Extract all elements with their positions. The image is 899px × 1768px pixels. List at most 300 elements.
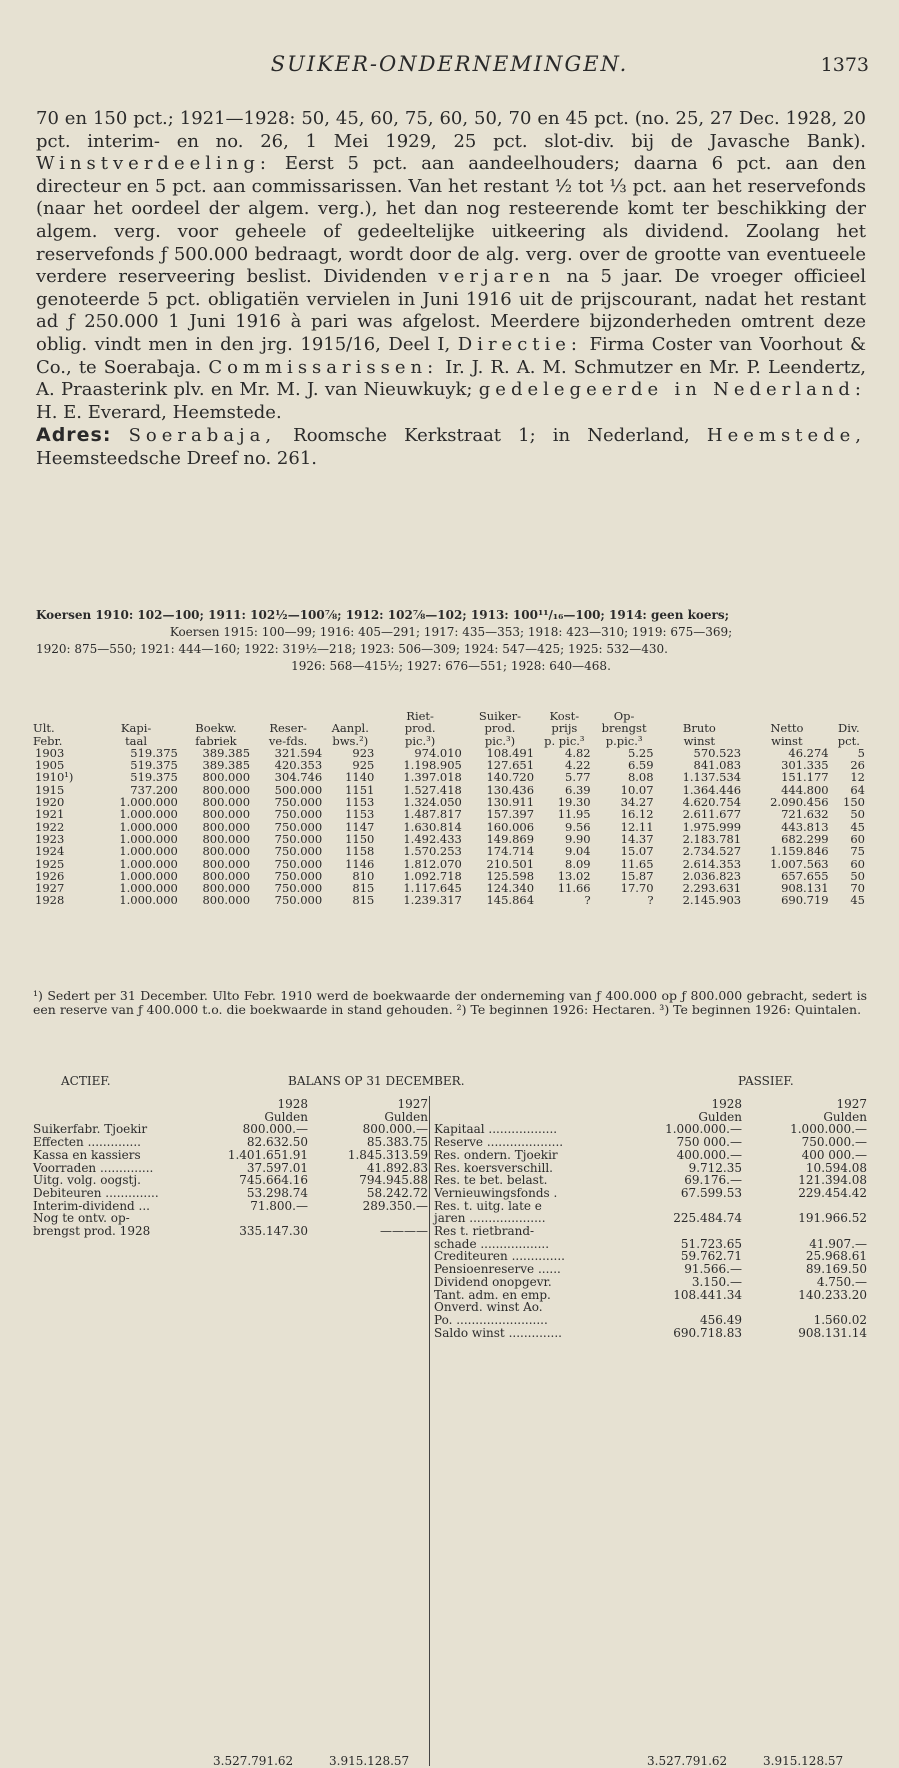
production-cell: 34.27 xyxy=(620,795,654,810)
actief-cell: 58.242.72 xyxy=(366,1185,428,1200)
actief-cell: Effecten .............. xyxy=(33,1135,141,1150)
passief-cell: 225.484.74 xyxy=(673,1211,742,1226)
production-cell: 2.183.781 xyxy=(682,831,742,846)
production-header-cell: Div. xyxy=(837,721,860,736)
passief-cell: 89.169.50 xyxy=(805,1262,867,1277)
passief-cell: Dividend onopgevr. xyxy=(434,1274,552,1289)
production-cell: 1.137.534 xyxy=(682,770,742,785)
production-cell: 750.000 xyxy=(274,856,323,871)
passief-cell: Tant. adm. en emp. xyxy=(434,1287,551,1302)
production-cell: 1910¹) xyxy=(35,770,74,785)
production-cell: 800.000 xyxy=(202,819,251,834)
production-cell: 420.353 xyxy=(274,758,323,773)
passief-cell: 67.599.53 xyxy=(680,1185,742,1200)
passief-cell xyxy=(742,1225,867,1238)
production-cell: 800.000 xyxy=(202,807,251,822)
passief-cell: 400.000.— xyxy=(676,1147,742,1162)
passief-year-1928: 1928 xyxy=(711,1097,742,1111)
production-cell: 46.274 xyxy=(788,745,829,760)
production-cell: 301.335 xyxy=(781,758,829,773)
production-cell: 908.131 xyxy=(781,881,829,896)
production-cell: 1.324.050 xyxy=(403,795,462,810)
production-cell: 9.90 xyxy=(565,831,591,846)
passief-cell: 908.131.14 xyxy=(798,1325,867,1340)
production-header-cell: bws.²) xyxy=(332,733,369,748)
passief-cell: 750.000.— xyxy=(801,1135,867,1150)
production-row xyxy=(33,894,867,906)
production-cell: 1.198.905 xyxy=(403,758,462,773)
actief-cell: 794.945.88 xyxy=(359,1173,428,1188)
production-cell: 570.523 xyxy=(693,745,742,760)
production-cell: 800.000 xyxy=(202,881,251,896)
passief-cell: 4.750.— xyxy=(816,1274,867,1289)
production-cell: 1.487.817 xyxy=(403,807,462,822)
production-cell: 1151 xyxy=(345,782,375,797)
passief-cell: Crediteuren .............. xyxy=(434,1249,565,1264)
text-gedelegeerde: H. E. Everard, Heemstede. xyxy=(36,401,282,423)
production-cell: ? xyxy=(647,893,654,908)
passief-year-1927: 1927 xyxy=(836,1097,867,1111)
passief-cell: 25.968.61 xyxy=(805,1249,867,1264)
production-cell: 923 xyxy=(352,745,375,760)
production-cell: 1.239.317 xyxy=(403,893,462,908)
production-header-cell: Bruto xyxy=(682,721,716,736)
production-cell: 1.570.253 xyxy=(403,844,462,859)
production-row xyxy=(33,808,867,820)
production-header-cell: prijs xyxy=(551,721,578,736)
production-cell: 4.22 xyxy=(565,758,591,773)
passief-row xyxy=(434,1149,867,1162)
production-cell: 160.006 xyxy=(486,819,535,834)
passief-row xyxy=(434,1276,867,1289)
production-cell: 75 xyxy=(850,844,865,859)
production-cell: 800.000 xyxy=(202,770,251,785)
koersen-line-4: 1926: 568—415½; 1927: 676—551; 1928: 640—468. xyxy=(291,659,611,673)
production-cell: 11.65 xyxy=(620,856,654,871)
production-cell: 1921 xyxy=(35,807,65,822)
production-header-cell: pic.³) xyxy=(484,733,516,748)
production-cell: 1926 xyxy=(35,868,65,883)
passief-cell: Saldo winst .............. xyxy=(434,1325,562,1340)
passief-cell: 1.000.000.— xyxy=(790,1122,867,1137)
actief-cell: 71.800.— xyxy=(250,1198,308,1213)
page-number: 1373 xyxy=(820,54,869,76)
koersen-block xyxy=(36,607,866,675)
production-header-cell: winst xyxy=(683,733,716,748)
production-cell: 210.501 xyxy=(486,856,535,871)
actief-cell: 41.892.83 xyxy=(366,1160,428,1175)
production-cell: 800.000 xyxy=(202,795,251,810)
production-cell: 15.87 xyxy=(620,868,654,883)
production-cell: 1927 xyxy=(35,881,65,896)
production-cell: 145.864 xyxy=(486,893,535,908)
label-heemstede: Heemstede, xyxy=(706,425,866,447)
running-title: SUIKER-ONDERNEMINGEN. xyxy=(270,52,629,76)
production-cell: 2.293.631 xyxy=(682,881,742,896)
production-cell: 519.375 xyxy=(130,758,178,773)
text-dividends: 70 en 150 pct.; 1921—1928: 50, 45, 60, 75, 60, 50, 70 en 45 pct. (no. 25, 27 Dec. 1928, 20 pct. interim- en no. 26, 1 Mei 1929, 25 pct. slot-div. bij de Javasche Bank). xyxy=(36,108,866,152)
production-cell: 1.630.814 xyxy=(403,819,462,834)
actief-cell: 37.597.01 xyxy=(246,1160,308,1175)
passief-cell: 10.594.08 xyxy=(805,1160,867,1175)
text-adres: Roomsche Kerkstraat 1; in Nederland, xyxy=(276,425,707,447)
balance-sheet xyxy=(33,1074,867,1768)
actief-row xyxy=(33,1136,428,1149)
production-header-cell: taal xyxy=(125,733,148,748)
actief-cell: 1.845.313.59 xyxy=(347,1147,428,1162)
production-table xyxy=(33,710,867,907)
production-cell: 1150 xyxy=(345,831,375,846)
production-cell: 750.000 xyxy=(274,819,323,834)
production-header-cell: p. pic.³ xyxy=(544,733,585,748)
actief-cell: Uitg. volg. oogstj. xyxy=(33,1173,141,1188)
passief-cell: 3.150.— xyxy=(691,1274,742,1289)
production-cell: 70 xyxy=(850,881,865,896)
production-cell: 9.04 xyxy=(565,844,591,859)
production-cell: 750.000 xyxy=(274,881,323,896)
production-cell: 130.911 xyxy=(486,795,535,810)
label-gedelegeerde: gedelegeerde in Nederland: xyxy=(478,379,866,401)
production-cell: 60 xyxy=(850,831,865,846)
page-header xyxy=(0,52,899,78)
production-cell: 690.719 xyxy=(781,893,829,908)
production-cell: 519.375 xyxy=(130,745,178,760)
passief-row xyxy=(434,1225,867,1238)
production-cell: 125.598 xyxy=(486,868,535,883)
production-cell: 174.714 xyxy=(486,844,535,859)
production-cell: 1.117.645 xyxy=(403,881,462,896)
actief-year-row xyxy=(33,1098,428,1111)
footnote-text: ¹) Sedert per 31 December. Ulto Febr. 1910 werd de boekwaarde der onderneming van ƒ 400.000 op ƒ 800.000 gebracht, sedert is een reserve van ƒ 400.000 t.o. die boekwaarde in stand gehouden. ²) Te beginnen 1926: Hectaren. ³) Te beginnen 1926: Quintalen. xyxy=(33,988,867,1017)
production-cell: 750.000 xyxy=(274,893,323,908)
koersen-line-3: 1920: 875—550; 1921: 444—160; 1922: 319½—218; 1923: 506—309; 1924: 547—425; 1925: 532—430. xyxy=(36,642,668,656)
production-cell: 2.145.903 xyxy=(682,893,742,908)
production-header-cell: Ult. xyxy=(33,721,55,736)
production-cell: 737.200 xyxy=(130,782,178,797)
production-cell: 925 xyxy=(352,758,375,773)
passief-cell: Res. koersverschill. xyxy=(434,1160,553,1175)
production-header-cell: winst xyxy=(771,733,803,748)
production-cell: 8.09 xyxy=(565,856,591,871)
production-cell: 815 xyxy=(352,881,375,896)
production-cell: 1.000.000 xyxy=(119,807,178,822)
production-header-row xyxy=(33,722,867,734)
actief-cell: 85.383.75 xyxy=(366,1135,428,1150)
actief-cell: 289.350.— xyxy=(362,1198,428,1213)
production-header-cell: p.pic.³ xyxy=(605,733,643,748)
text-adres-nederland: Heemsteedsche Dreef no. 261. xyxy=(36,447,318,469)
production-cell: 750.000 xyxy=(274,807,323,822)
passief-cell: 41.907.— xyxy=(809,1236,867,1251)
actief-cell: 800.000.— xyxy=(242,1122,308,1137)
production-cell: 5.25 xyxy=(627,745,654,760)
production-cell: 750.000 xyxy=(274,844,323,859)
production-cell: 6.39 xyxy=(565,782,591,797)
production-cell: 750.000 xyxy=(274,831,323,846)
production-cell: 14.37 xyxy=(620,831,654,846)
production-cell: 750.000 xyxy=(274,868,323,883)
production-cell: 1140 xyxy=(345,770,375,785)
production-cell: 149.869 xyxy=(486,831,535,846)
production-cell: 1.092.718 xyxy=(403,868,462,883)
production-cell: 157.397 xyxy=(486,807,535,822)
actief-cell: 745.664.16 xyxy=(239,1173,308,1188)
total-passief-1928: 3.527.791.62 xyxy=(647,1754,728,1768)
production-cell: 1.000.000 xyxy=(119,795,178,810)
koersen-line-1: Koersen 1910: 102—100; 1911: 102½—100⅞; 1912: 102⅞—102; 1913: 100¹¹/₁₆—100; 1914: geen koers; xyxy=(36,608,730,622)
production-cell: 800.000 xyxy=(202,831,251,846)
production-cell: 1.397.018 xyxy=(403,770,462,785)
passief-cell: 91.566.— xyxy=(684,1262,742,1277)
production-header-cell: Netto xyxy=(770,721,804,736)
production-cell: 500.000 xyxy=(274,782,323,797)
production-cell: 1923 xyxy=(35,831,65,846)
production-header-cell: Boekw. xyxy=(195,721,237,736)
actief-cell: Kassa en kassiers xyxy=(33,1147,141,1162)
text-directie: Firma Coster van Voorhout & Co., te Soerabaja. xyxy=(36,333,866,378)
production-header-cell: Febr. xyxy=(33,733,63,748)
passief-cell: 121.394.08 xyxy=(798,1173,867,1188)
production-cell: 1.000.000 xyxy=(119,868,178,883)
passief-cell: Vernieuwingsfonds . xyxy=(434,1185,558,1200)
total-passief-1927: 3.915.128.57 xyxy=(763,1754,844,1768)
label-verjaren: verjaren xyxy=(438,266,556,288)
passief-cell: Res. t. uitg. late e xyxy=(434,1198,542,1213)
production-cell: 304.746 xyxy=(274,770,323,785)
production-cell: 26 xyxy=(850,758,865,773)
production-header-cell: fabriek xyxy=(195,733,237,748)
production-cell: 108.491 xyxy=(486,745,535,760)
production-cell: 124.340 xyxy=(486,881,535,896)
production-cell: 974.010 xyxy=(414,745,462,760)
production-cell: 800.000 xyxy=(202,782,251,797)
passief-cell xyxy=(624,1225,742,1238)
production-cell: 389.385 xyxy=(202,758,251,773)
production-cell: 1.975.999 xyxy=(682,819,742,834)
production-cell: 15.07 xyxy=(620,844,654,859)
production-cell: 12 xyxy=(850,770,865,785)
passief-year-row xyxy=(434,1098,867,1111)
production-cell: 2.090.456 xyxy=(770,795,829,810)
passief-cell: 69.176.— xyxy=(684,1173,742,1188)
production-cell: 841.083 xyxy=(693,758,742,773)
passief-cell: Onverd. winst Ao. xyxy=(434,1300,543,1315)
production-header-row xyxy=(33,710,867,722)
production-header-cell: brengst xyxy=(601,721,647,736)
production-cell: 11.95 xyxy=(557,807,591,822)
production-cell: 682.299 xyxy=(781,831,829,846)
production-cell: 9.56 xyxy=(565,819,591,834)
actief-unit-1927: Gulden xyxy=(384,1109,428,1124)
actief-cell: 335.147.30 xyxy=(239,1224,308,1239)
text-commissarissen: Ir. J. R. A. M. Schmutzer en Mr. P. Leendertz, A. Praasterink plv. en Mr. M. J. van Nieuwkuyk; xyxy=(36,356,867,401)
production-header-cell: ve-fds. xyxy=(268,733,308,748)
label-commissarissen: Commissarissen: xyxy=(208,356,439,378)
actief-cell: brengst prod. 1928 xyxy=(33,1224,151,1239)
production-cell: 130.436 xyxy=(486,782,535,797)
production-cell: 657.655 xyxy=(781,868,829,883)
production-cell: 50 xyxy=(850,807,865,822)
production-header-cell: prod. xyxy=(404,721,436,736)
production-cell: 13.02 xyxy=(557,868,591,883)
description-paragraph xyxy=(36,108,866,424)
production-row xyxy=(33,771,867,783)
production-header-cell: Kost- xyxy=(549,709,580,723)
balance-title: BALANS OP 31 DECEMBER. xyxy=(288,1074,465,1088)
actief-cell: 1.401.651.91 xyxy=(227,1147,308,1162)
production-cell: 10.07 xyxy=(620,782,654,797)
production-header-cell: pic.³) xyxy=(404,733,436,748)
production-cell: 2.734.527 xyxy=(682,844,742,859)
production-cell: 19.30 xyxy=(557,795,591,810)
production-cell: 140.720 xyxy=(486,770,535,785)
total-actief-1927: 3.915.128.57 xyxy=(329,1754,410,1768)
passief-row xyxy=(434,1263,867,1276)
production-cell: 1.007.563 xyxy=(770,856,829,871)
passief-row xyxy=(434,1327,867,1340)
production-cell: 16.12 xyxy=(620,807,654,822)
actief-row xyxy=(33,1149,428,1162)
actief-unit-1928: Gulden xyxy=(264,1109,308,1124)
production-cell: 1.812.070 xyxy=(403,856,462,871)
production-cell: 1922 xyxy=(35,819,65,834)
actief-cell: Interim-dividend ... xyxy=(33,1198,150,1213)
production-cell: 1147 xyxy=(345,819,375,834)
label-winstverdeeling: Winstverdeeling: xyxy=(36,153,271,175)
production-row xyxy=(33,845,867,857)
address-paragraph xyxy=(36,424,866,470)
production-header-cell: pct. xyxy=(837,733,860,748)
passief-cell: Res. te bet. belast. xyxy=(434,1173,548,1188)
passief-cell: Res t. rietbrand- xyxy=(434,1224,535,1239)
passief-row xyxy=(434,1187,867,1200)
production-cell: 1.000.000 xyxy=(119,819,178,834)
passief-cell: 750 000.— xyxy=(676,1135,742,1150)
production-cell: 8.08 xyxy=(627,770,654,785)
passief-cell: Res. ondern. Tjoekir xyxy=(434,1147,558,1162)
production-cell: 815 xyxy=(352,893,375,908)
passief-unit-1928: Gulden xyxy=(698,1109,742,1124)
production-cell: 519.375 xyxy=(130,770,178,785)
label-adres: Adres: xyxy=(36,424,112,447)
actief-label: ACTIEF. xyxy=(61,1074,111,1088)
production-cell: 321.594 xyxy=(274,745,323,760)
production-cell: 60 xyxy=(850,856,865,871)
production-cell: 800.000 xyxy=(202,868,251,883)
actief-cell: ———— xyxy=(380,1224,428,1239)
production-cell: 1.000.000 xyxy=(119,856,178,871)
production-cell: 1.000.000 xyxy=(119,844,178,859)
koersen-line-2: Koersen 1915: 100—99; 1916: 405—291; 1917: 435—353; 1918: 423—310; 1919: 675—369; xyxy=(169,625,733,639)
production-cell: 45 xyxy=(850,893,865,908)
passief-unit-1927: Gulden xyxy=(823,1109,867,1124)
production-cell: 2.036.823 xyxy=(682,868,742,883)
production-header-cell: Reser- xyxy=(269,721,307,736)
production-cell: 17.70 xyxy=(620,881,654,896)
production-cell: 800.000 xyxy=(202,844,251,859)
production-cell: 64 xyxy=(850,782,865,797)
passief-cell: Po. ........................ xyxy=(434,1312,548,1327)
balance-header xyxy=(33,1074,867,1096)
actief-row xyxy=(33,1225,428,1238)
passief-label: PASSIEF. xyxy=(738,1074,794,1088)
passief-cell: 140.233.20 xyxy=(798,1287,867,1302)
production-cell: 1153 xyxy=(345,795,375,810)
passief-cell: 229.454.42 xyxy=(798,1185,867,1200)
production-cell: 800.000 xyxy=(202,893,251,908)
production-cell: 1.000.000 xyxy=(119,831,178,846)
production-row xyxy=(33,858,867,870)
production-cell: 750.000 xyxy=(274,795,323,810)
production-cell: 721.632 xyxy=(781,807,829,822)
production-cell: 1.000.000 xyxy=(119,881,178,896)
production-cell: 4.620.754 xyxy=(682,795,742,810)
production-cell: 1915 xyxy=(35,782,65,797)
production-cell: 444.800 xyxy=(781,782,829,797)
production-cell: 5 xyxy=(857,745,865,760)
actief-cell: 53.298.74 xyxy=(246,1185,308,1200)
production-cell: 127.651 xyxy=(486,758,535,773)
production-cell: 1153 xyxy=(345,807,375,822)
text-winstverdeeling: Eerst 5 pct. aan aandeelhouders; daarna 6 pct. aan den directeur en 5 pct. aan commissarissen. Van het restant ½ tot ⅓ pct. aan het reservefonds (naar het oordeel der algem. verg.), het dan nog resteerende komt ter beschikking der algem. verg. voor geheele of gedeeltelijke uitkeering als dividend. Zoolang het reservefonds ƒ 500.000 bedraagt, wordt door de alg. verg. over de grootte van eventueele verdere reserveering beslist. Dividenden xyxy=(36,153,866,288)
actief-row xyxy=(33,1187,428,1200)
actief-cell: Nog te ontv. op- xyxy=(33,1211,130,1226)
production-cell: 443.813 xyxy=(781,819,829,834)
production-cell: 1924 xyxy=(35,844,65,859)
production-cell: 6.59 xyxy=(627,758,654,773)
passief-row xyxy=(434,1314,867,1327)
passief-cell: 108.441.34 xyxy=(673,1287,742,1302)
passief-cell: 51.723.65 xyxy=(680,1236,742,1251)
production-header-cell: Aanpl. xyxy=(331,721,369,736)
passief-row xyxy=(434,1136,867,1149)
actief-cell: Suikerfabr. Tjoekir xyxy=(33,1122,148,1137)
production-cell: 151.177 xyxy=(781,770,829,785)
passief-cell: Pensioenreserve ...... xyxy=(434,1262,561,1277)
actief-year-1927: 1927 xyxy=(397,1097,428,1111)
passief-cell: 191.966.52 xyxy=(798,1211,867,1226)
production-cell: 4.82 xyxy=(565,745,591,760)
production-cell: 45 xyxy=(850,819,865,834)
passief-cell: 1.000.000.— xyxy=(665,1122,742,1137)
production-cell: 1.492.433 xyxy=(403,831,462,846)
passief-cell: 59.762.71 xyxy=(680,1249,742,1264)
text-obligaties: na 5 jaar. De vroeger officieel genoteerde 5 pct. obligatiën vervielen in Juni 1916 uit de prijscourant, nadat het restant ad ƒ 250.000 1 Juni 1916 à pari was afgelost. Meerdere bijzonderheden omtrent deze oblig. vindt men in den jrg. 1915/16, Deel I, xyxy=(36,266,866,355)
production-header-cell: Kapi- xyxy=(120,721,152,736)
actief-year-1928: 1928 xyxy=(277,1097,308,1111)
actief-cell: Debiteuren .............. xyxy=(33,1185,159,1200)
production-cell: 1925 xyxy=(35,856,65,871)
production-cell: 1.364.446 xyxy=(682,782,742,797)
actief-cell: Voorraden .............. xyxy=(33,1160,154,1175)
production-cell: 12.11 xyxy=(620,819,654,834)
production-cell: 1.527.418 xyxy=(403,782,462,797)
passief-cell: jaren .................... xyxy=(434,1211,546,1226)
production-cell: 1928 xyxy=(35,893,65,908)
production-cell: 50 xyxy=(850,868,865,883)
label-soerabaja: Soerabaja, xyxy=(128,425,277,447)
actief-cell: 82.632.50 xyxy=(246,1135,308,1150)
production-header-cell: Riet- xyxy=(406,709,434,723)
production-cell: 810 xyxy=(352,868,375,883)
production-cell: 1920 xyxy=(35,795,65,810)
total-actief-1928: 3.527.791.62 xyxy=(213,1754,294,1768)
production-header-cell: prod. xyxy=(484,721,516,736)
production-cell: 800.000 xyxy=(202,856,251,871)
passief-cell: schade .................. xyxy=(434,1236,550,1251)
company-description xyxy=(36,108,866,471)
production-cell: 2.614.353 xyxy=(682,856,742,871)
